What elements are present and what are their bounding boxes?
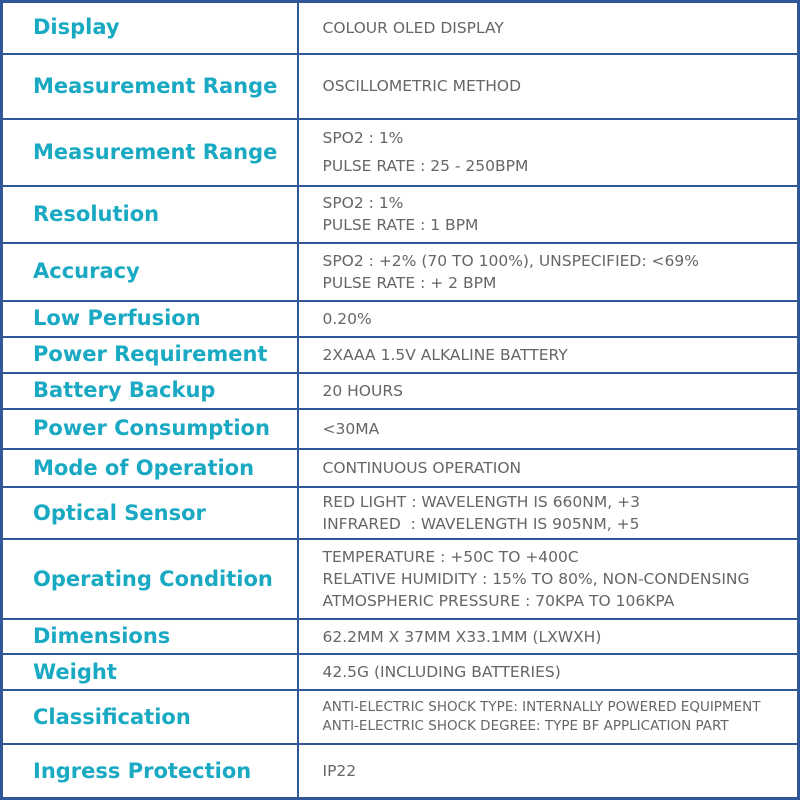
spec-value-line: 0.20%	[322, 309, 372, 328]
spec-label: Operating Condition	[2, 539, 298, 619]
spec-label: Optical Sensor	[2, 487, 298, 539]
spec-row	[2, 243, 799, 301]
spec-row	[2, 2, 799, 54]
spec-value-line: 20 HOURS	[322, 381, 403, 400]
spec-value-line: INFRARED : WAVELENGTH IS 905NM, +5	[322, 515, 640, 534]
spec-label: Power Requirement	[2, 337, 298, 373]
spec-row	[2, 619, 799, 654]
spec-value-line: PULSE RATE : + 2 BPM	[322, 273, 497, 292]
spec-value-line: RELATIVE HUMIDITY : 15% TO 80%, NON-CONDENSING	[322, 570, 750, 589]
spec-value-line: 2XAAA 1.5V ALKALINE BATTERY	[322, 345, 568, 364]
spec-row	[2, 654, 799, 690]
spec-label: Measurement Range	[2, 119, 298, 186]
spec-row	[2, 744, 799, 798]
spec-label: Accuracy	[2, 243, 298, 301]
spec-row	[2, 409, 799, 449]
spec-row	[2, 186, 799, 243]
spec-value-line: IP22	[322, 762, 357, 781]
spec-value-line: PULSE RATE : 1 BPM	[322, 216, 479, 235]
spec-row	[2, 539, 799, 619]
spec-value-line: PULSE RATE : 25 - 250BPM	[322, 157, 529, 176]
spec-value	[298, 301, 799, 337]
spec-value	[298, 654, 799, 690]
spec-value-line: SPO2 : 1%	[322, 129, 404, 148]
spec-row	[2, 373, 799, 409]
spec-label: Low Perfusion	[2, 301, 298, 337]
spec-value-line: <30MA	[322, 419, 380, 438]
spec-row	[2, 301, 799, 337]
spec-value	[298, 119, 799, 186]
spec-value-line: COLOUR OLED DISPLAY	[322, 18, 504, 37]
spec-row	[2, 119, 799, 186]
spec-value	[298, 337, 799, 373]
spec-value	[298, 449, 799, 487]
spec-value-line: RED LIGHT : WAVELENGTH IS 660NM, +3	[322, 493, 640, 512]
spec-label: Dimensions	[2, 619, 298, 654]
spec-value	[298, 243, 799, 301]
spec-row	[2, 337, 799, 373]
spec-label: Ingress Protection	[2, 744, 298, 798]
spec-value-line: TEMPERATURE : +50C TO +400C	[322, 548, 579, 567]
spec-value	[298, 186, 799, 243]
spec-value	[298, 744, 799, 798]
spec-value-line: ANTI-ELECTRIC SHOCK DEGREE: TYPE BF APPLICATION PART	[322, 718, 729, 735]
spec-label: Measurement Range	[2, 54, 298, 119]
spec-value	[298, 487, 799, 539]
spec-value	[298, 619, 799, 654]
spec-value-line: OSCILLOMETRIC METHOD	[322, 77, 522, 96]
spec-label: Weight	[2, 654, 298, 690]
spec-label: Power Consumption	[2, 409, 298, 449]
spec-label: Display	[2, 2, 298, 54]
spec-label: Battery Backup	[2, 373, 298, 409]
spec-value	[298, 690, 799, 744]
spec-label: Resolution	[2, 186, 298, 243]
spec-row	[2, 690, 799, 744]
spec-value-line: SPO2 : 1%	[322, 194, 404, 213]
spec-label: Mode of Operation	[2, 449, 298, 487]
spec-value-line: 42.5G (INCLUDING BATTERIES)	[322, 663, 561, 682]
spec-value-line: ATMOSPHERIC PRESSURE : 70KPA TO 106KPA	[322, 592, 675, 611]
spec-label: Classification	[2, 690, 298, 744]
spec-value-line: SPO2 : +2% (70 TO 100%), UNSPECIFIED: <69%	[322, 251, 699, 270]
spec-value-line: 62.2MM X 37MM X33.1MM (LXWXH)	[322, 627, 602, 646]
spec-row	[2, 54, 799, 119]
spec-row	[2, 449, 799, 487]
spec-value	[298, 54, 799, 119]
spec-value-line: ANTI-ELECTRIC SHOCK TYPE: INTERNALLY POWERED EQUIPMENT	[322, 699, 761, 716]
spec-value	[298, 373, 799, 409]
spec-value-line: CONTINUOUS OPERATION	[322, 459, 522, 477]
spec-row	[2, 487, 799, 539]
spec-value	[298, 409, 799, 449]
spec-value	[298, 539, 799, 619]
spec-value	[298, 2, 799, 54]
